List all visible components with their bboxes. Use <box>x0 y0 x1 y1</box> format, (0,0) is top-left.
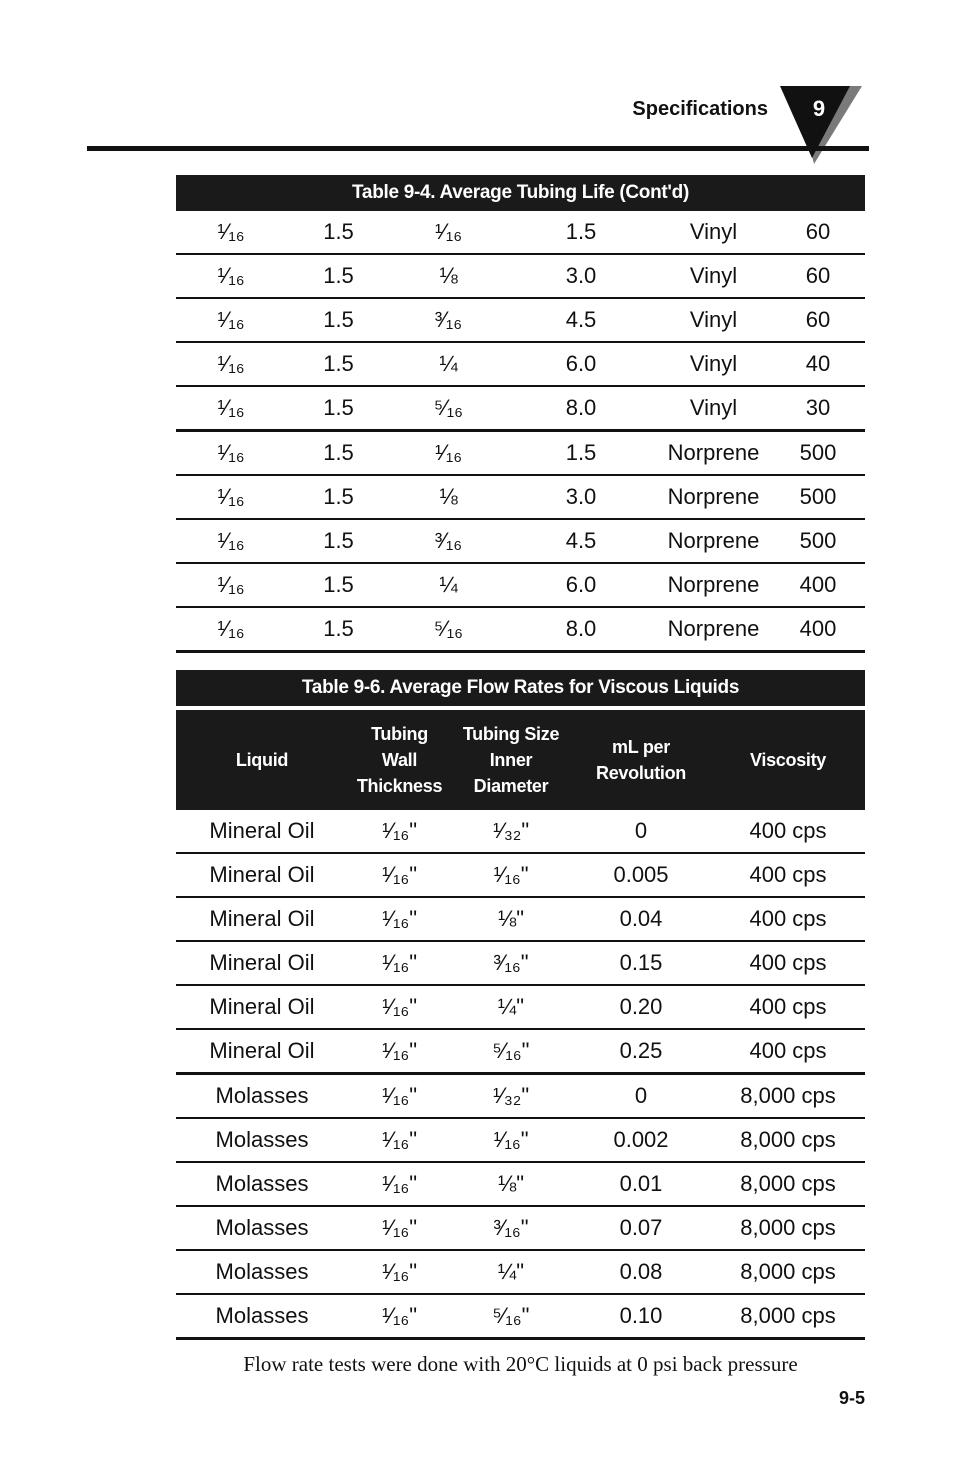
table-cell: 1.5 <box>286 298 391 342</box>
table-cell: 8,000 cps <box>711 1250 865 1294</box>
column-header-liquid: Liquid <box>176 710 348 810</box>
table-cell: 4.5 <box>506 519 656 563</box>
table-row <box>176 475 865 519</box>
table-cell: 3.0 <box>506 475 656 519</box>
table-cell: ¹⁄₁₆" <box>451 853 571 897</box>
table-cell: ⅛" <box>451 1162 571 1206</box>
table-cell: Mineral Oil <box>176 897 348 941</box>
table-row <box>176 254 865 298</box>
table-row <box>176 1118 865 1162</box>
table-cell: ⁵⁄₁₆" <box>451 1029 571 1074</box>
table-cell: 400 cps <box>711 897 865 941</box>
table-cell: 30 <box>771 386 865 431</box>
table-cell: Molasses <box>176 1206 348 1250</box>
table-cell: 0 <box>571 1074 711 1119</box>
table-cell: ⁵⁄₁₆ <box>391 607 506 652</box>
table-cell: 8,000 cps <box>711 1162 865 1206</box>
table-row <box>176 386 865 431</box>
table-cell: Molasses <box>176 1162 348 1206</box>
table-cell: ¹⁄₁₆ <box>176 519 286 563</box>
table-cell: 1.5 <box>286 211 391 254</box>
table-cell: ¹⁄₁₆" <box>348 985 451 1029</box>
table-row <box>176 342 865 386</box>
table-cell: ¹⁄₁₆ <box>176 342 286 386</box>
table-cell: ³⁄₁₆" <box>451 941 571 985</box>
table-cell: ¹⁄₁₆" <box>348 853 451 897</box>
table-cell: Norprene <box>656 519 771 563</box>
table-cell: 60 <box>771 254 865 298</box>
table-cell: ¹⁄₁₆" <box>348 810 451 853</box>
table-cell: 1.5 <box>286 431 391 476</box>
table-cell: 1.5 <box>286 386 391 431</box>
section-title: Specifications <box>632 98 768 120</box>
table-cell: 400 cps <box>711 853 865 897</box>
table-cell: Vinyl <box>656 342 771 386</box>
table-cell: Molasses <box>176 1294 348 1339</box>
table-cell: Molasses <box>176 1250 348 1294</box>
table-cell: ¹⁄₁₆ <box>176 254 286 298</box>
table-cell: 8,000 cps <box>711 1294 865 1339</box>
table-cell: ⅛ <box>391 475 506 519</box>
page-number: 9-5 <box>838 1388 865 1408</box>
table-cell: 0.08 <box>571 1250 711 1294</box>
table-cell: Molasses <box>176 1074 348 1119</box>
table-cell: 60 <box>771 211 865 254</box>
footnote: Flow rate tests were done with 20°C liquids at 0 psi back pressure <box>243 1352 798 1376</box>
column-header-size: Tubing Size Inner Diameter <box>451 710 571 810</box>
table-cell: ¹⁄₁₆" <box>348 1029 451 1074</box>
table-cell: 1.5 <box>506 211 656 254</box>
table-cell: ¹⁄₁₆ <box>176 475 286 519</box>
table-cell: 400 cps <box>711 810 865 853</box>
table-cell: 1.5 <box>286 475 391 519</box>
table-row <box>176 1162 865 1206</box>
table-cell: 400 cps <box>711 1029 865 1074</box>
table-row <box>176 810 865 853</box>
table-cell: Vinyl <box>656 298 771 342</box>
tubing-life-table <box>176 175 865 653</box>
table-cell: ⅛ <box>391 254 506 298</box>
header-rule <box>87 146 869 151</box>
table-row <box>176 1250 865 1294</box>
table-cell: 0.07 <box>571 1206 711 1250</box>
table-cell: 3.0 <box>506 254 656 298</box>
table-cell: 500 <box>771 519 865 563</box>
table-cell: Norprene <box>656 431 771 476</box>
table-row <box>176 298 865 342</box>
table-cell: ¹⁄₁₆ <box>176 386 286 431</box>
table-row <box>176 519 865 563</box>
table-row <box>176 853 865 897</box>
table-row <box>176 607 865 652</box>
table-cell: ¹⁄₃₂" <box>451 810 571 853</box>
table-cell: ¹⁄₁₆" <box>348 1118 451 1162</box>
table-cell: 500 <box>771 431 865 476</box>
table-cell: 1.5 <box>286 519 391 563</box>
table-cell: ¹⁄₁₆ <box>391 431 506 476</box>
table-cell: 1.5 <box>286 342 391 386</box>
table-cell: 40 <box>771 342 865 386</box>
table-cell: Mineral Oil <box>176 1029 348 1074</box>
column-header-wall: Tubing Wall Thickness <box>348 710 451 810</box>
table-cell: Mineral Oil <box>176 853 348 897</box>
table-cell: ³⁄₁₆ <box>391 298 506 342</box>
table-cell: 1.5 <box>506 431 656 476</box>
table-cell: 0.25 <box>571 1029 711 1074</box>
table-cell: 1.5 <box>286 563 391 607</box>
table-cell: ¹⁄₁₆ <box>176 563 286 607</box>
table-cell: 0 <box>571 810 711 853</box>
table-row <box>176 431 865 476</box>
table-cell: ¹⁄₁₆" <box>348 1162 451 1206</box>
table-row <box>176 1206 865 1250</box>
table-cell: ¼" <box>451 985 571 1029</box>
table-cell: ¼" <box>451 1250 571 1294</box>
table-cell: 8.0 <box>506 607 656 652</box>
table-row <box>176 563 865 607</box>
table-cell: ¹⁄₁₆" <box>348 1250 451 1294</box>
table-cell: 1.5 <box>286 254 391 298</box>
table-cell: ¹⁄₁₆ <box>176 211 286 254</box>
table-cell: ⁵⁄₁₆ <box>391 386 506 431</box>
table-cell: 400 <box>771 607 865 652</box>
table-cell: 0.002 <box>571 1118 711 1162</box>
table-cell: Molasses <box>176 1118 348 1162</box>
table-cell: 0.15 <box>571 941 711 985</box>
table-cell: 400 <box>771 563 865 607</box>
table-cell: Vinyl <box>656 211 771 254</box>
table-row <box>176 897 865 941</box>
table-cell: ¼ <box>391 563 506 607</box>
table-cell: 400 cps <box>711 985 865 1029</box>
table-cell: 8,000 cps <box>711 1118 865 1162</box>
table-row <box>176 1294 865 1339</box>
table-cell: Norprene <box>656 475 771 519</box>
table-cell: ¹⁄₁₆ <box>176 298 286 342</box>
table-cell: Vinyl <box>656 254 771 298</box>
table-cell: ¼ <box>391 342 506 386</box>
table-cell: 400 cps <box>711 941 865 985</box>
table-cell: 4.5 <box>506 298 656 342</box>
table-cell: 60 <box>771 298 865 342</box>
table-cell: 0.10 <box>571 1294 711 1339</box>
table-cell: ¹⁄₃₂" <box>451 1074 571 1119</box>
table-cell: Norprene <box>656 607 771 652</box>
table-cell: Mineral Oil <box>176 985 348 1029</box>
table-cell: Mineral Oil <box>176 941 348 985</box>
table-caption: Table 9-4. Average Tubing Life (Cont'd) <box>176 175 865 211</box>
table-cell: ¹⁄₁₆" <box>348 1074 451 1119</box>
table-cell: ¹⁄₁₆" <box>348 1206 451 1250</box>
table-cell: 1.5 <box>286 607 391 652</box>
table-row <box>176 1029 865 1074</box>
column-header-ml: mL per Revolution <box>571 710 711 810</box>
table-row <box>176 985 865 1029</box>
table-cell: ¹⁄₁₆ <box>176 431 286 476</box>
table-cell: 8,000 cps <box>711 1206 865 1250</box>
table-cell: 500 <box>771 475 865 519</box>
table-cell: 6.0 <box>506 563 656 607</box>
flow-rates-table <box>176 670 865 1340</box>
table-cell: ¹⁄₁₆" <box>348 941 451 985</box>
table-cell: ¹⁄₁₆" <box>451 1118 571 1162</box>
table-cell: Vinyl <box>656 386 771 431</box>
table-cell: ¹⁄₁₆ <box>391 211 506 254</box>
table-row <box>176 941 865 985</box>
table-cell: 0.01 <box>571 1162 711 1206</box>
table-cell: ³⁄₁₆ <box>391 519 506 563</box>
table-caption: Table 9-6. Average Flow Rates for Viscous Liquids <box>176 670 865 706</box>
table-row <box>176 211 865 254</box>
table-cell: ¹⁄₁₆" <box>348 1294 451 1339</box>
table-cell: 8,000 cps <box>711 1074 865 1119</box>
table-cell: 8.0 <box>506 386 656 431</box>
table-cell: Norprene <box>656 563 771 607</box>
table-cell: ¹⁄₁₆" <box>348 897 451 941</box>
table-cell: ⁵⁄₁₆" <box>451 1294 571 1339</box>
table-cell: 0.04 <box>571 897 711 941</box>
table-cell: Mineral Oil <box>176 810 348 853</box>
table-cell: ¹⁄₁₆ <box>176 607 286 652</box>
table-cell: 6.0 <box>506 342 656 386</box>
table-cell: 0.20 <box>571 985 711 1029</box>
table-cell: ³⁄₁₆" <box>451 1206 571 1250</box>
table-cell: ⅛" <box>451 897 571 941</box>
table-row <box>176 1074 865 1119</box>
chapter-number: 9 <box>812 96 826 121</box>
table-cell: 0.005 <box>571 853 711 897</box>
column-header-viscosity: Viscosity <box>711 710 865 810</box>
